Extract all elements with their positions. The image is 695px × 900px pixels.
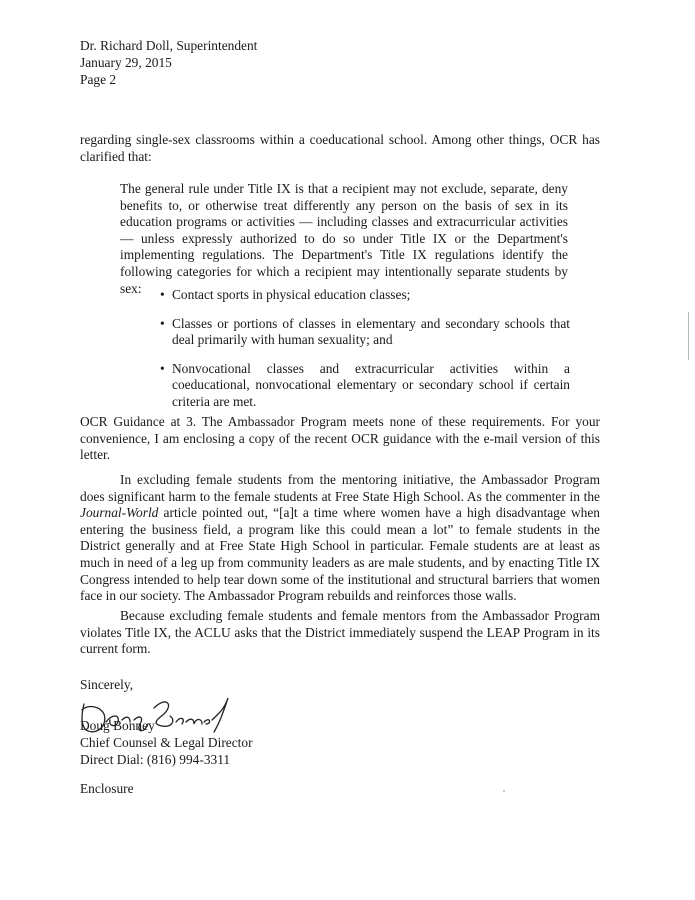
list-item: • Contact sports in physical education classes; [160, 287, 570, 304]
recipient-line: Dr. Richard Doll, Superintendent [80, 38, 258, 53]
scan-speck [503, 790, 505, 792]
letter-header [80, 37, 257, 88]
date-line: January 29, 2015 [80, 55, 172, 70]
list-item: • Classes or portions of classes in elementary and secondary schools that deal primarily with human sexuality; and [160, 316, 570, 349]
request-paragraph: Because excluding female students and female mentors from the Ambassador Program violates Title IX, the ACLU asks that the District immediately suspend the LEAP Program in its current form. [80, 608, 600, 657]
signature-block [80, 717, 253, 768]
list-item: • Nonvocational classes and extracurricular activities within a coeducational, nonvocational elementary or secondary school if certain criteria are met. [160, 361, 570, 411]
enclosure-note: Enclosure [80, 781, 134, 796]
signer-name: Doug Bonney [80, 718, 155, 733]
direct-dial: Direct Dial: (816) 994-3311 [80, 752, 231, 767]
category-list [160, 287, 570, 423]
intro-paragraph: regarding single-sex classrooms within a coeducational school. Among other things, OCR has clarified that: [80, 132, 600, 164]
publication-name: Journal-World [80, 505, 159, 521]
guidance-paragraph: OCR Guidance at 3. The Ambassador Program meets none of these requirements. For your convenience, I am enclosing a copy of the recent OCR guidance with the e-mail version of this letter. [80, 414, 600, 463]
harm-text-2: article pointed out, “[a]t a time where women have a high disadvantage when entering the business field, a program like this could mean a lot” to female students in the District generally and at Free State High School in particular. Female students are at least as much in need of a leg up from community leaders as are male students, and by enacting Title IX Congress intended to help tear down some of the institutional and structural barriers that women face in our society. The Ambassador Program rebuilds and reinforces those walls. [80, 505, 600, 604]
signer-title: Chief Counsel & Legal Director [80, 735, 253, 750]
page-number: Page 2 [80, 72, 117, 87]
harm-text-1: In excluding female students from the mentoring initiative, the Ambassador Program does significant harm to the female students at Free State High School. As the commenter in the [80, 472, 600, 504]
scan-edge-mark [688, 312, 689, 360]
salutation: Sincerely, [80, 677, 134, 692]
harm-paragraph [80, 472, 600, 605]
block-quote: The general rule under Title IX is that a recipient may not exclude, separate, deny benefits to, or otherwise treat differently any person on the basis of sex in its education programs or activities — including classes and extracurricular activities — unless expressly authorized to do so under Title IX or the Department's implementing regulations. The Department's Title IX regulations identify the following categories for which a recipient may intentionally separate students by sex: [120, 181, 568, 296]
